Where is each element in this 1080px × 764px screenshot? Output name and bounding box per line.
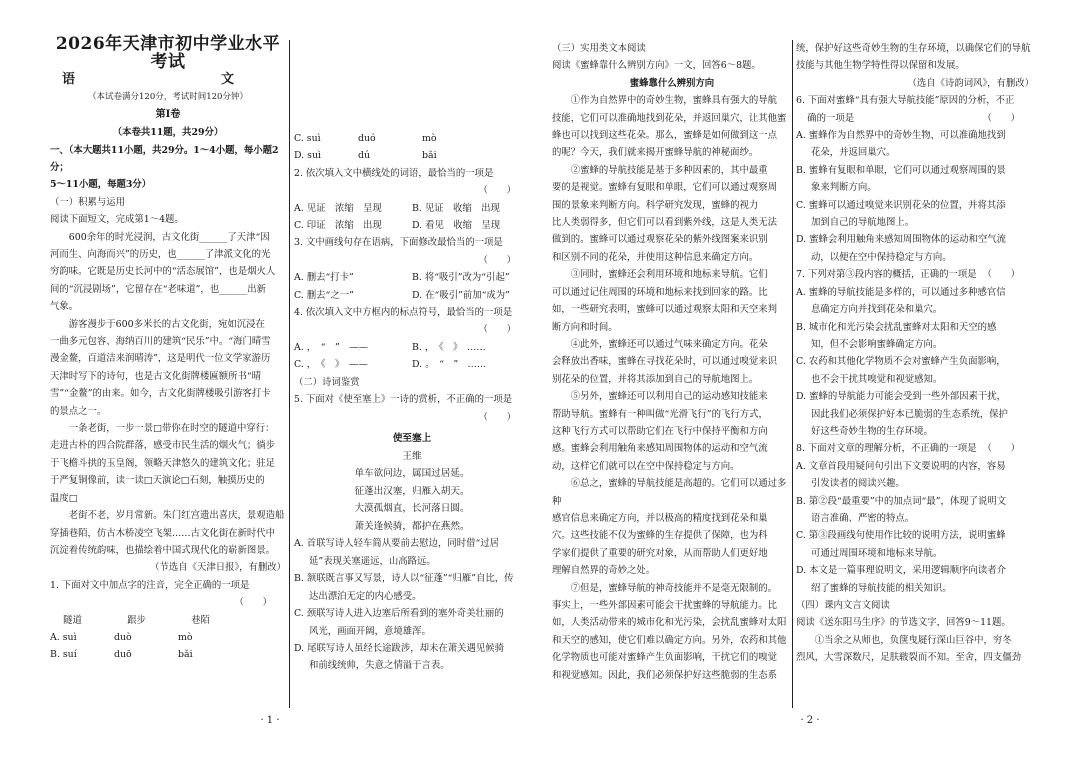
text-line: 感。蜜蜂会利用触角来感知周围物体的运动和空气流 <box>552 443 768 455</box>
q6-option-a: A. 蜜蜂作为自然界中的奇妙生物，可以准确地找到 花朵，并返回巢穴。 <box>796 130 1006 159</box>
text-line: 游客漫步于600多米长的古文化街，宛如沉浸在 <box>68 318 265 330</box>
q5-option-c: C. 颈联写诗人进入边塞后所看到的塞外奇美壮丽的 风光，画面开阔，意境雄浑。 <box>294 608 504 637</box>
text-line: 如，人类活动带来的城市化和光污染，会扰乱蜜蜂对太阳 <box>552 617 787 629</box>
instruction: 阅读下面短文，完成第1～4题。 <box>50 214 184 226</box>
page1-right-column <box>294 130 530 675</box>
subject-title: 语 文 <box>61 72 274 88</box>
q6-option-d: D. 蜜蜂会利用触角来感知周围物体的运动和空气流 动，以便在空中保持稳定与方向。 <box>796 234 1007 263</box>
text-line: 技能，它们可以准确地找到花朵，并返回巢穴，让其他蜜 <box>552 112 787 124</box>
question-6: 6. 下面对蜜蜂“具有强大导航技能”原因的分析，不正 <box>796 95 1015 107</box>
text-line: 沉淀着传统韵味，也描绘着中国式现代化的崭新图景。 <box>50 544 276 556</box>
subsection-title: （一）积累与运用 <box>50 196 126 208</box>
text-line: 于严复铜像前，读一读□天演论□石刻，触摸历史的 <box>50 475 265 487</box>
question-3: 3. 文中画线句存在语病，下面修改最恰当的一项是 <box>294 237 503 249</box>
text-line: ⑤另外，蜜蜂还可以利用自己的运动感知技能来 <box>570 391 768 403</box>
question-4: 4. 依次填入文中方框内的标点符号，最恰当的一项是 <box>294 307 513 319</box>
q4-options-ab: A. ， “ ” —— B. ， 《 》 …… <box>294 341 486 353</box>
text-line: 天津时写下的诗句，也是古文化街牌楼匾额所书“晴 <box>50 370 262 382</box>
text-line: 单车欲问边，属国过居延。 <box>354 468 470 480</box>
exam-title: 2026年天津市初中学业水平考试 <box>55 34 281 72</box>
text-line: 穴。这些技能不仅为蜜蜂的生存提供了保障，也为科 <box>552 530 768 542</box>
instruction: 阅读《蜜蜂靠什么辨别方向》一文，回答6～8题。 <box>552 60 761 72</box>
answer-paren: （ ） <box>478 185 516 197</box>
text-line: 一条老街，一步一景□带你在时空的隧道中穿行： <box>68 423 275 435</box>
text-line: ④此外，蜜蜂还可以通过气味来确定方向。花朵 <box>570 338 768 350</box>
text-line: 老街不老，岁月常新。朱门红宫遗出喜庆，景观造船 <box>68 510 285 522</box>
answer-paren: （ ） <box>234 597 272 609</box>
exam-page-2 <box>540 0 1080 764</box>
question-8: 8. 下面对文章的理解分析，不正确的一项是 （ ） <box>796 443 1020 455</box>
text-line: 断方向和时间。 <box>552 321 618 333</box>
text-line: 和区别不同的花朵，并使用这种信息来确定方向。 <box>552 251 759 263</box>
article-body <box>552 92 792 684</box>
column-divider <box>289 40 290 708</box>
instruction: 阅读《送东阳马生序》的节选文字，回答9～11题。 <box>796 617 1011 629</box>
text-line: 事实上，一些外部因素可能会干扰蜜蜂的导航能力。比 <box>552 600 778 611</box>
source-note: （选自《诗韵词风》，有删改） <box>907 77 1034 89</box>
text-line: 感官信息来确定方向，并以极高的精度找到花朵和巢 <box>552 512 768 524</box>
text-line: 要的是视觉。蜜蜂有复眼和单眼，它们可以通过观察周 <box>552 182 778 194</box>
text-line: 烈风，大雪深数尺，足肤皲裂而不知。至舍，四支僵劲 <box>796 652 1022 664</box>
page2-right-column <box>796 40 1034 667</box>
text-line: 的景点之一。 <box>50 405 107 417</box>
text-line: 穿插巷陌，仿古木桥凌空飞架……古文化街在新时代中 <box>50 527 276 539</box>
text-line: 于飞檐斗拱的玉皇阁，领略天津悠久的建筑文化；驻足 <box>50 457 276 469</box>
q6-option-c: C. 蜜蜂可以通过嗅觉来识别花朵的位置，并将其添 加到自己的导航地图上。 <box>796 199 1006 229</box>
q1-option-b: B. suí duō bǎi <box>50 649 193 661</box>
text-line: 可以通过记住周围的环境和地标来找到回家的路。比 <box>552 286 768 298</box>
question-1: 1. 下面对文中加点字的注音，完全正确的一项是 <box>50 579 250 591</box>
text-line: 统，保护好这些奇妙生物的生存环境，以确保它们的导航 <box>796 43 1031 54</box>
q7-option-c: C. 农药和其他化学物质不会对蜜蜂产生负面影响， 也不会干扰其嗅觉和视觉感知。 <box>796 356 1006 385</box>
q7-option-d: D. 蜜蜂的导航能力可能会受到一些外部因素干扰， 因此我们必须保护好本已脆弱的生态系统，保护 好这些奇妙生物的生存环境。 <box>796 391 1008 437</box>
text-line: ①当余之从师也，负箧曳屣行深山巨谷中，穷冬 <box>814 634 1012 646</box>
text-line: 如，一些研究表明，蜜蜂可以通过观察太阳和天空来判 <box>552 304 778 316</box>
answer-paren: （ ） <box>478 254 516 266</box>
classical-passage <box>796 632 1034 667</box>
q7-option-b: B. 城市化和光污染会扰乱蜜蜂对太阳和天空的感 知，但不会影响蜜蜂确定方向。 <box>796 321 997 350</box>
text-line: 会释放出香味，蜜蜂在寻找花朵时，可以通过嗅觉来识 <box>552 356 778 368</box>
q2-options-ab: A. 见证 浓缩 呈现 B. 见证 收缩 出现 <box>294 202 500 214</box>
text-line: 化学物质也可能对蜜蜂产生负面影响，干扰它们的嗅觉 <box>552 652 778 664</box>
poem-body <box>294 465 530 535</box>
text-line: 大漠孤烟直，长河落日圆。 <box>354 503 470 515</box>
question-6-cont: 确的一项是 （ ） <box>807 112 1020 124</box>
text-line: 和天空的感知，使它们难以确定方向。另外，农药和其他 <box>552 634 787 646</box>
text-line: ⑦但是，蜜蜂导航的神奇技能并不是毫无限制的。 <box>570 582 778 594</box>
column-divider <box>792 40 793 708</box>
q3-options-ab: A. 删去“打卡” B. 将“吸引”改为“引起” <box>294 272 510 284</box>
subsection-title: （三）实用类文本阅读 <box>552 43 646 54</box>
text-line: ⑥总之，蜜蜂的导航技能是高超的。它们可以通过多种 <box>552 478 787 507</box>
part1-heading-cont: 5～11小题，每题3分） <box>50 179 152 191</box>
text-line: 学家们提供了重要的研究对象，从而帮助人们更好地 <box>552 547 768 559</box>
text-line: 别花朵的位置，并将其添加到自己的导航地图上。 <box>552 373 759 385</box>
page1-left-column <box>50 36 286 664</box>
part1-heading: 一、（本大题共11小题，共29分。1～4小题，每小题2分； <box>50 144 279 173</box>
reading-passage <box>50 229 286 560</box>
text-line: 这种飞行方式可以帮助它们在飞行中保持平衡和方向 <box>552 425 768 437</box>
text-line: 理解自然界的奇妙之处。 <box>552 565 656 577</box>
q7-option-a: A. 蜜蜂的导航技能是多样的，可以通过多种感官信 息确定方向并找到花朵和巢穴。 <box>796 286 1006 316</box>
text-line: 600余年的时光浸润，古文化街______了天津“因 <box>68 231 270 243</box>
article-title: 蜜蜂靠什么辨别方向 <box>629 77 715 89</box>
question-7: 7. 下列对第③段内容的概括，正确的一项是 （ ） <box>796 269 1020 281</box>
q8-option-d: D. 本文是一篇事理说明文，采用逻辑顺序向读者介 绍了蜜蜂的导航技能的相关知识。 <box>796 565 1007 594</box>
text-line: 和视觉感知。因此，我们必须保护好这些脆弱的生态系 <box>552 669 778 681</box>
q1-words: 隧道 跟步 巷陌 <box>63 614 210 626</box>
source-note: （节选自《天津日报》，有删改） <box>150 562 286 574</box>
text-line: ②蜜蜂的导航技能是基于多种因素的，其中最重 <box>570 164 768 176</box>
exam-note: （本试卷满分120分，考试时间120分钟） <box>88 91 248 102</box>
text-line: 动，这样它们就可以在空中保持稳定与方向。 <box>552 460 740 472</box>
text-line: 温度□ <box>50 492 78 504</box>
text-line: 气象。 <box>50 301 79 313</box>
text-line: ①作为自然界中的奇妙生物，蜜蜂具有强大的导航 <box>570 95 778 107</box>
text-line: 一曲多元包容、海纳百川的建筑“民乐”中。“海门晴雪 <box>50 336 271 348</box>
text-line: 走进古朴的四合院群落，感受市民生活的烟火气；徜步 <box>50 440 276 452</box>
q5-option-d: D. 尾联写诗人虽经长途跋涉，却未在萧关遇见候骑 和前线统帅，失意之情溢于言表。 <box>294 642 505 672</box>
text-line: 帮助导航。蜜蜂有一种叫做“光滑飞行”的飞行方式， <box>552 408 768 420</box>
answer-paren: （ ） <box>478 324 516 336</box>
text-line: 萧关逢候骑，都护在燕然。 <box>354 520 470 532</box>
q8-option-a: A. 文章首段用疑问句引出下文要说明的内容，容易 引发读者的阅读兴趣。 <box>796 460 1006 490</box>
text-line: 漫金鳌，百道洁来润晴涛”，这是明代一位文学家游历 <box>50 353 271 365</box>
q2-options-cd: C. 印证 浓缩 出现 D. 看见 收缩 呈现 <box>294 220 501 232</box>
text-line: 的呢？今天，我们就来揭开蜜蜂导航的神秘面纱。 <box>552 147 759 159</box>
q1-option-a: A. suì duò mò <box>50 631 193 643</box>
q4-options-cd: C. ， 《 》 —— D. 。 “ ” …… <box>294 359 487 371</box>
text-line: ③同时，蜜蜂还会利用环境和地标来导航。它们 <box>570 269 768 281</box>
text-line: 蜂也可以找到这些花朵。那么，蜜蜂是如何做到这一点 <box>552 130 778 142</box>
subsection-title: （二）诗词鉴赏 <box>294 376 360 388</box>
page-number: · 1 · <box>260 715 280 726</box>
answer-paren: （ ） <box>478 411 516 423</box>
poem-author: 王维 <box>402 450 422 462</box>
text-line: 雪”“金鳌”的由来。如今，古文化街牌楼吸引游客打卡 <box>50 388 271 400</box>
section-note: （本卷共11题，共29分） <box>112 126 224 138</box>
page-number: · 2 · <box>800 715 820 726</box>
q5-option-b: B. 颔联既言事又写景，诗人以“征蓬”“归雁”自比，传 达出漂泊无定的内心感受。 <box>294 573 514 602</box>
question-5: 5. 下面对《使至塞上》一诗的赏析，不正确的一项是 <box>294 394 513 406</box>
question-2: 2. 依次填入文中横线处的词语，最恰当的一项是 <box>294 167 494 179</box>
text-line: 间的“沉浸剧场”，它留存在“老味道”，也______出新 <box>50 283 267 295</box>
q8-option-c: C. 第③段画线句使用作比较的说明方法，说明蜜蜂 可通过周围环境和地标来导航。 <box>796 530 1006 559</box>
q5-option-a: A. 首联写诗人轻车简从要前去慰边，同时借“过居 延”表现关塞遥远，山高路远。 <box>294 538 500 567</box>
article-continuation <box>796 40 1034 75</box>
text-line: 征蓬出汉塞，归雁入胡天。 <box>354 485 470 497</box>
subsection-title: （四）课内文言文阅读 <box>796 600 890 611</box>
q8-option-b: B. 第②段“最重要”中的加点词“最”，体现了说明文 语言准确、严密的特点。 <box>796 495 1007 524</box>
section-title: 第Ⅰ卷 <box>155 109 181 121</box>
q6-option-b: B. 蜜蜂有复眼和单眼，它们可以通过观察周围的景 象来判断方向。 <box>796 164 1006 194</box>
text-line: 围的景象来判断方向。科学研究发现，蜜蜂的视力 <box>552 199 759 211</box>
text-line: 技能与其他生物学特性得以保留和发展。 <box>796 60 965 72</box>
text-line: 穷韵味。它既是历史长河中的“活态展馆”，也是烟火人 <box>50 266 276 278</box>
text-line: 做到的。蜜蜂可以通过观察花朵的紫外线图案来识别 <box>552 234 768 246</box>
q3-options-cd: C. 删去“之一” D. 在“吸引”前加“成为” <box>294 289 510 301</box>
q1-option-d: D. suì dú bǎi <box>294 150 437 162</box>
text-line: 比人类弱得多，但它们可以看到紫外线，这是人类无法 <box>552 217 778 229</box>
poem-title: 使至塞上 <box>392 432 432 444</box>
q1-option-c: C. suì duó mò <box>294 133 437 144</box>
text-line: 河而生、向海而兴”的历史，也______了津派文化的光 <box>50 249 271 260</box>
page2-left-column <box>552 40 792 684</box>
